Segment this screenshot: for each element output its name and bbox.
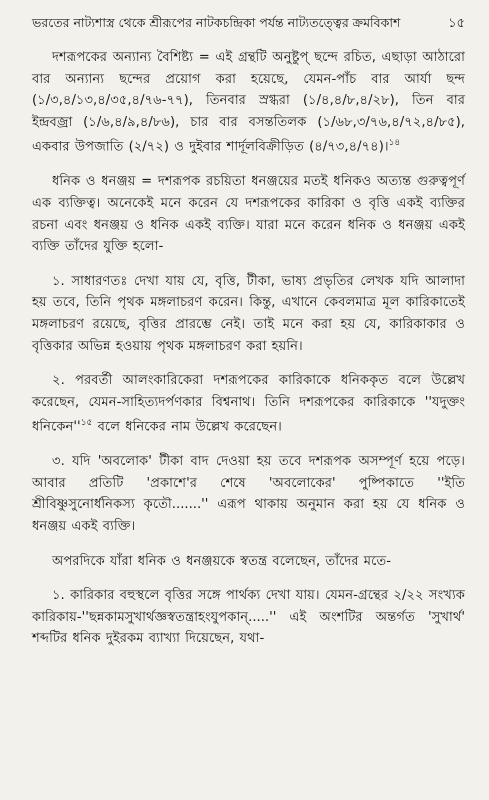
paragraph-dasharupaka-features	[32, 47, 465, 158]
paragraph-text: ২. পরবর্তী আলংকারিকেরা দশরূপকের কারিকাকে ধনিককৃত বলে উল্লেখ করেছেন, যেমন-সাহিত্যদর্পণকার বিশ্বনাথ। তিনি দশরূপকের কারিকাকে ''যদুক্তং ধনিকেন''	[32, 373, 465, 435]
paragraph-opposing-point-1: ১. কারিকার বহুস্থলে বৃত্তির সঙ্গে পার্থক্য দেখা যায়। যেমন-গ্রন্থের ২/২২ সংখ্যক কারিকায়-''ছন্নকামসুখার্থজ্ঞস্বতন্ত্রাহংযুপকান্.....'' এই অংশটির অন্তর্গত 'সুখার্থ' শব্দটির ধনিক দুইরকম ব্যাখ্যা দিয়েছেন, যথা-	[32, 588, 465, 647]
paragraph-point-3: ৩. যদি 'অবলোক' টীকা বাদ দেওয়া হয় তবে দশরূপক অসম্পূর্ণ হয়ে পড়ে। আবার প্রতিটি 'প্রকাশে'র শেষে 'অবলোকের' পুষ্পিকাতে ''ইতি শ্রীবিষ্ণুসুনোর্ধনিকস্য কৃতৌ.......'' এরূপ থাকায় অনুমান করা হয় যে ধনিক ও ধনঞ্জয় একই ব্যক্তি।	[32, 454, 465, 535]
footnote-ref: ১৫	[80, 418, 93, 429]
paragraph-point-2	[32, 370, 465, 438]
paragraph-dhanika-dhananjaya: ধনিক ও ধনঞ্জয় = দশরূপক রচয়িতা ধনঞ্জয়ের মতই ধনিকও অত্যন্ত গুরুত্বপূর্ণ এক ব্যক্তিত্ব। অনেকেই মনে করেন যে দশরূপকের কারিকা ও বৃত্তি একই ব্যক্তির রচনা এবং ধনঞ্জয় ও ধনিক একই ব্যক্তি। যারা মনে করেন ধনিক ও ধনঞ্জয় একই ব্যক্তি তাঁদের যুক্তি হলো-	[32, 174, 465, 255]
paragraph-text-tail: বলে ধনিকের নাম উল্লেখ করেছেন।	[92, 419, 282, 435]
page-number: ১৫	[448, 16, 465, 31]
paragraph-text: দশরূপকের অন্যান্য বৈশিষ্ট্য = এই গ্রন্থটি অনুষ্টুপ্ ছন্দে রচিত, এছাড়া আঠারো বার অন্যান্য ছন্দের প্রয়োগ করা হয়েছে, যেমন-পাঁচ বার আর্যা ছন্দ (১/৩,৪/১৩,৪/৩৫,৪/৭৬-৭৭), তিনবার স্রগ্ধরা (১/৪,৪/৮,৪/২৮), তিন বার ইন্দ্রবজ্রা (১/৬,৪/৯,৪/৮৬), চার বার বসন্ততিলক (১/৬৮,৩/৭৬,৪/৭২,৪/৮৫), একবার উপজাতি (২/৭২) ও দুইবার শার্দূলবিক্রীড়িত (৪/৭৩,৪/৭৪)।	[32, 50, 465, 155]
running-header	[32, 14, 465, 33]
footnote-ref: ১৪	[388, 138, 401, 149]
paragraph-opposing-view: অপরদিকে যাঁরা ধনিক ও ধনঞ্জয়কে স্বতন্ত্র বলেছেন, তাঁদের মতে-	[52, 553, 392, 569]
header-title: ভরতের নাট্যশাস্ত্র থেকে শ্রীরূপের নাটকচন্দ্রিকা পর্যন্ত নাট্যতত্ত্বের ক্রমবিকাশ	[32, 15, 401, 30]
paragraph-point-1: ১. সাধারণতঃ দেখা যায় যে, বৃত্তি, টীকা, ভাষ্য প্রভৃতির লেখক যদি আলাদা হয় তবে, তিনি পৃথক মঙ্গলাচরণ করেন। কিন্তু, এখানে কেবলমাত্র মূল কারিকাতেই মঙ্গলাচরণ রয়েছে, বৃত্তির প্রারম্ভে নেই। তাই মনে করা হয় যে, কারিকাকার ও বৃত্তিকার অভিন্ন হওয়ায় পৃথক মঙ্গলাচরণ করা হয়নি।	[32, 273, 465, 354]
